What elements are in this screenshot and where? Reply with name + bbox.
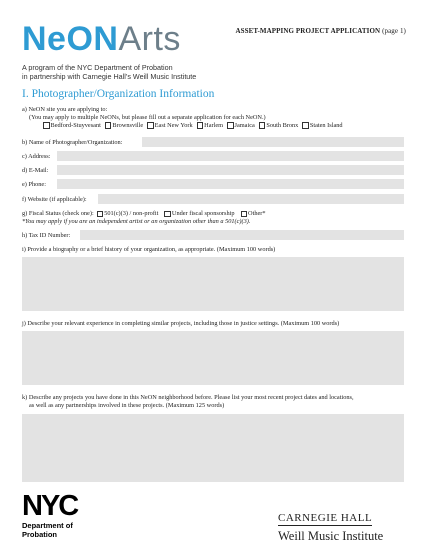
question-a: [22, 106, 266, 121]
experience-field[interactable]: [22, 331, 404, 385]
question-j-label: j) Describe your relevant experience in completing similar projects, including those in justice settings. (Maximum 100 words): [22, 320, 340, 327]
question-k-line-2: as well as any partnerships involved in these projects. (Maximum 125 words): [29, 401, 225, 409]
email-field[interactable]: [57, 165, 404, 175]
nyc-dept-line-1: Department of: [22, 521, 73, 530]
question-h-label: h) Tax ID Number:: [22, 232, 71, 239]
checkbox[interactable]: [97, 211, 104, 218]
question-k-line-1: k) Describe any projects you have done in this NeON neighborhood before. Please list your most recent project dates and locations,: [22, 394, 354, 401]
carnegie-name: CARNEGIE HALL: [278, 512, 373, 524]
site-option[interactable]: [227, 122, 255, 129]
question-k: [22, 394, 354, 409]
question-a-note: (You may apply to multiple NeONs, but please fill out a separate application for each NeON.): [29, 113, 266, 121]
site-label: Brownsville: [112, 122, 144, 129]
website-field[interactable]: [98, 194, 404, 204]
question-f-label: f) Website (if applicable):: [22, 196, 87, 203]
site-option[interactable]: [43, 122, 101, 129]
tax-id-field[interactable]: [80, 230, 404, 240]
section-title: I. Photographer/Organization Information: [22, 88, 215, 100]
checkbox[interactable]: [43, 122, 50, 129]
fiscal-note: *You may apply if you are an independent artist or an organization other than a 501(c)(3).: [22, 218, 251, 225]
carnegie-hall-logo: [278, 508, 383, 544]
question-g-label: g) Fiscal Status (check one):: [22, 210, 94, 217]
logo-arts: Arts: [118, 20, 181, 58]
checkbox[interactable]: [164, 211, 171, 218]
checkbox[interactable]: [302, 122, 309, 129]
question-i-label: i) Provide a biography or a brief history of your organization, as appropriate. (Maximum 100 words): [22, 246, 276, 253]
fiscal-option[interactable]: [164, 210, 234, 218]
site-label: East New York: [154, 122, 193, 129]
question-d-label: d) E-Mail:: [22, 167, 49, 174]
checkbox[interactable]: [259, 122, 266, 129]
biography-field[interactable]: [22, 257, 404, 311]
checkbox[interactable]: [147, 122, 154, 129]
site-option[interactable]: [197, 122, 223, 129]
fiscal-option[interactable]: [241, 210, 266, 218]
address-field[interactable]: [57, 151, 404, 161]
phone-field[interactable]: [57, 179, 404, 189]
carnegie-sub: Weill Music Institute: [278, 529, 384, 543]
question-g: [22, 210, 266, 218]
question-e-label: e) Phone:: [22, 181, 46, 188]
application-label: ASSET-MAPPING PROJECT APPLICATION: [235, 27, 381, 35]
logo-on: ON: [66, 20, 119, 58]
nyc-dept-line-2: Probation: [22, 529, 57, 539]
checkbox[interactable]: [227, 122, 234, 129]
site-option[interactable]: [105, 122, 143, 129]
program-line-1: A program of the NYC Department of Probation: [22, 63, 173, 72]
checkbox[interactable]: [241, 211, 248, 218]
checkbox[interactable]: [105, 122, 112, 129]
site-label: Bedford-Stuyvesant: [50, 122, 101, 129]
fiscal-option[interactable]: [97, 210, 159, 218]
logo-ne: Ne: [22, 20, 67, 58]
site-option[interactable]: [147, 122, 192, 129]
program-description: [22, 63, 196, 81]
site-label: Staten Island: [309, 122, 343, 129]
site-label: Harlem: [204, 122, 224, 129]
fiscal-option-label: Under fiscal sponsorship: [171, 210, 235, 217]
fiscal-option-label: 501(c)(3) / non-profit: [104, 210, 159, 217]
question-c-label: c) Address:: [22, 153, 51, 160]
question-a-label: a) NeON site you are applying to:: [22, 106, 108, 113]
program-line-2: in partnership with Carnegie Hall’s Weill Music Institute: [22, 72, 197, 82]
name-field[interactable]: [142, 137, 404, 147]
site-label: South Bronx: [266, 122, 299, 129]
neighborhood-projects-field[interactable]: [22, 414, 404, 482]
page-label: (page 1): [382, 27, 406, 35]
checkbox[interactable]: [197, 122, 204, 129]
site-label: Jamaica: [234, 122, 255, 129]
application-header: [235, 27, 406, 35]
site-option[interactable]: [302, 122, 342, 129]
site-option[interactable]: [259, 122, 299, 129]
nyc-probation-logo: [22, 490, 78, 539]
question-b-label: b) Name of Photographer/Organization:: [22, 139, 123, 146]
nyc-mark: NYC: [22, 490, 78, 522]
fiscal-option-label: Other*: [248, 210, 266, 217]
site-checkboxes: [43, 122, 347, 129]
neon-arts-logo: [22, 22, 181, 56]
